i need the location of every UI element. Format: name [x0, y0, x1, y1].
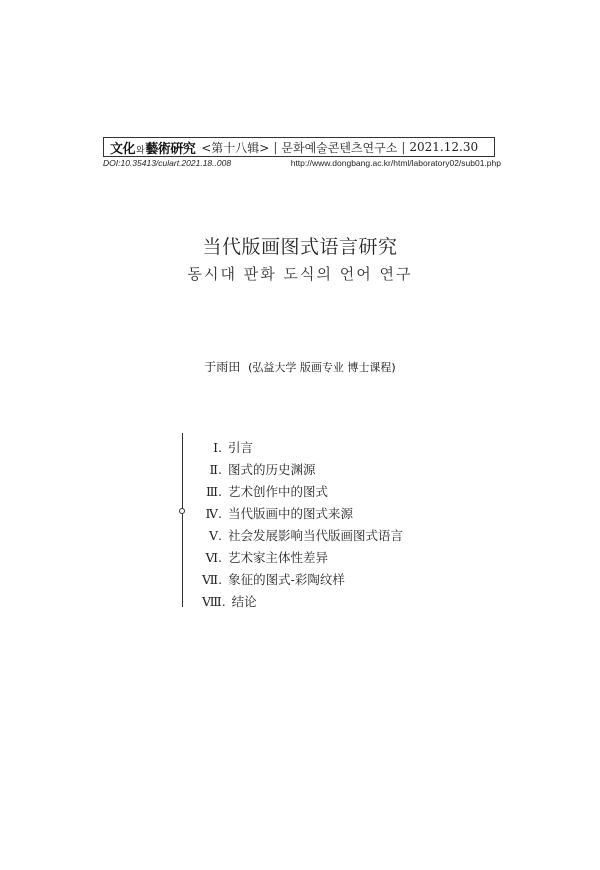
toc-item[interactable] — [202, 437, 403, 459]
paper-title-chinese: 当代版画图式语言研究 — [202, 236, 398, 258]
toc-item-label: 社会发展影响当代版画图式语言 — [227, 528, 403, 543]
separator: | — [273, 140, 278, 154]
journal-issue: <第十八辑> — [201, 140, 270, 155]
toc-item-number: Ⅷ. — [202, 594, 226, 609]
source-url[interactable]: http://www.dongbang.ac.kr/html/laboratory02/sub01.php — [290, 158, 501, 168]
toc-item[interactable] — [202, 459, 403, 481]
toc-item-label: 当代版画中的图式来源 — [227, 506, 353, 521]
journal-logo-part2: 藝術硏究 — [145, 141, 196, 157]
toc-item-label: 象征的图式-彩陶纹样 — [228, 572, 345, 587]
journal-header-box — [103, 137, 495, 157]
paper-title-korean: 동시대 판화 도식의 언어 연구 — [187, 265, 413, 283]
author-line — [0, 358, 600, 375]
toc-item-label: 艺术创作中的图式 — [227, 484, 328, 499]
doi-text[interactable]: DOI:10.35413/culart.2021.18..008 — [103, 158, 232, 168]
toc-item-label: 引言 — [227, 440, 253, 455]
separator: | — [401, 140, 406, 154]
toc-vertical-rule — [182, 433, 183, 607]
toc-item-number: Ⅴ. — [208, 528, 222, 543]
toc-list — [202, 437, 403, 613]
toc-item-number: Ⅰ. — [213, 440, 222, 455]
toc-item-number: Ⅵ. — [205, 550, 222, 565]
toc-circle-marker — [179, 508, 185, 514]
toc-item-number: Ⅳ. — [205, 506, 222, 521]
author-affiliation: (弘益大学 版画专业 博士课程) — [248, 361, 396, 374]
journal-publisher: 문화예술콘텐츠연구소 — [281, 140, 398, 155]
toc-item-label: 图式的历史渊源 — [227, 462, 316, 477]
journal-logo — [110, 138, 195, 157]
toc-item[interactable] — [202, 591, 403, 613]
journal-logo-connector: 와 — [136, 145, 145, 156]
toc-item-label: 结论 — [231, 594, 257, 609]
journal-date: 2021.12.30 — [409, 140, 479, 154]
toc-item-label: 艺术家主体性差异 — [227, 550, 328, 565]
toc-item-number: Ⅶ. — [202, 572, 223, 587]
table-of-contents — [180, 433, 480, 607]
toc-item-number: Ⅲ. — [205, 484, 222, 499]
doi-line — [103, 158, 501, 168]
author-name: 于雨田 — [204, 360, 241, 374]
toc-item[interactable] — [202, 525, 403, 547]
toc-item[interactable] — [202, 569, 403, 591]
toc-item-number: Ⅱ. — [209, 462, 222, 477]
toc-item[interactable] — [202, 503, 403, 525]
toc-item[interactable] — [202, 481, 403, 503]
toc-item[interactable] — [202, 547, 403, 569]
journal-logo-part1: 文化 — [110, 141, 136, 157]
